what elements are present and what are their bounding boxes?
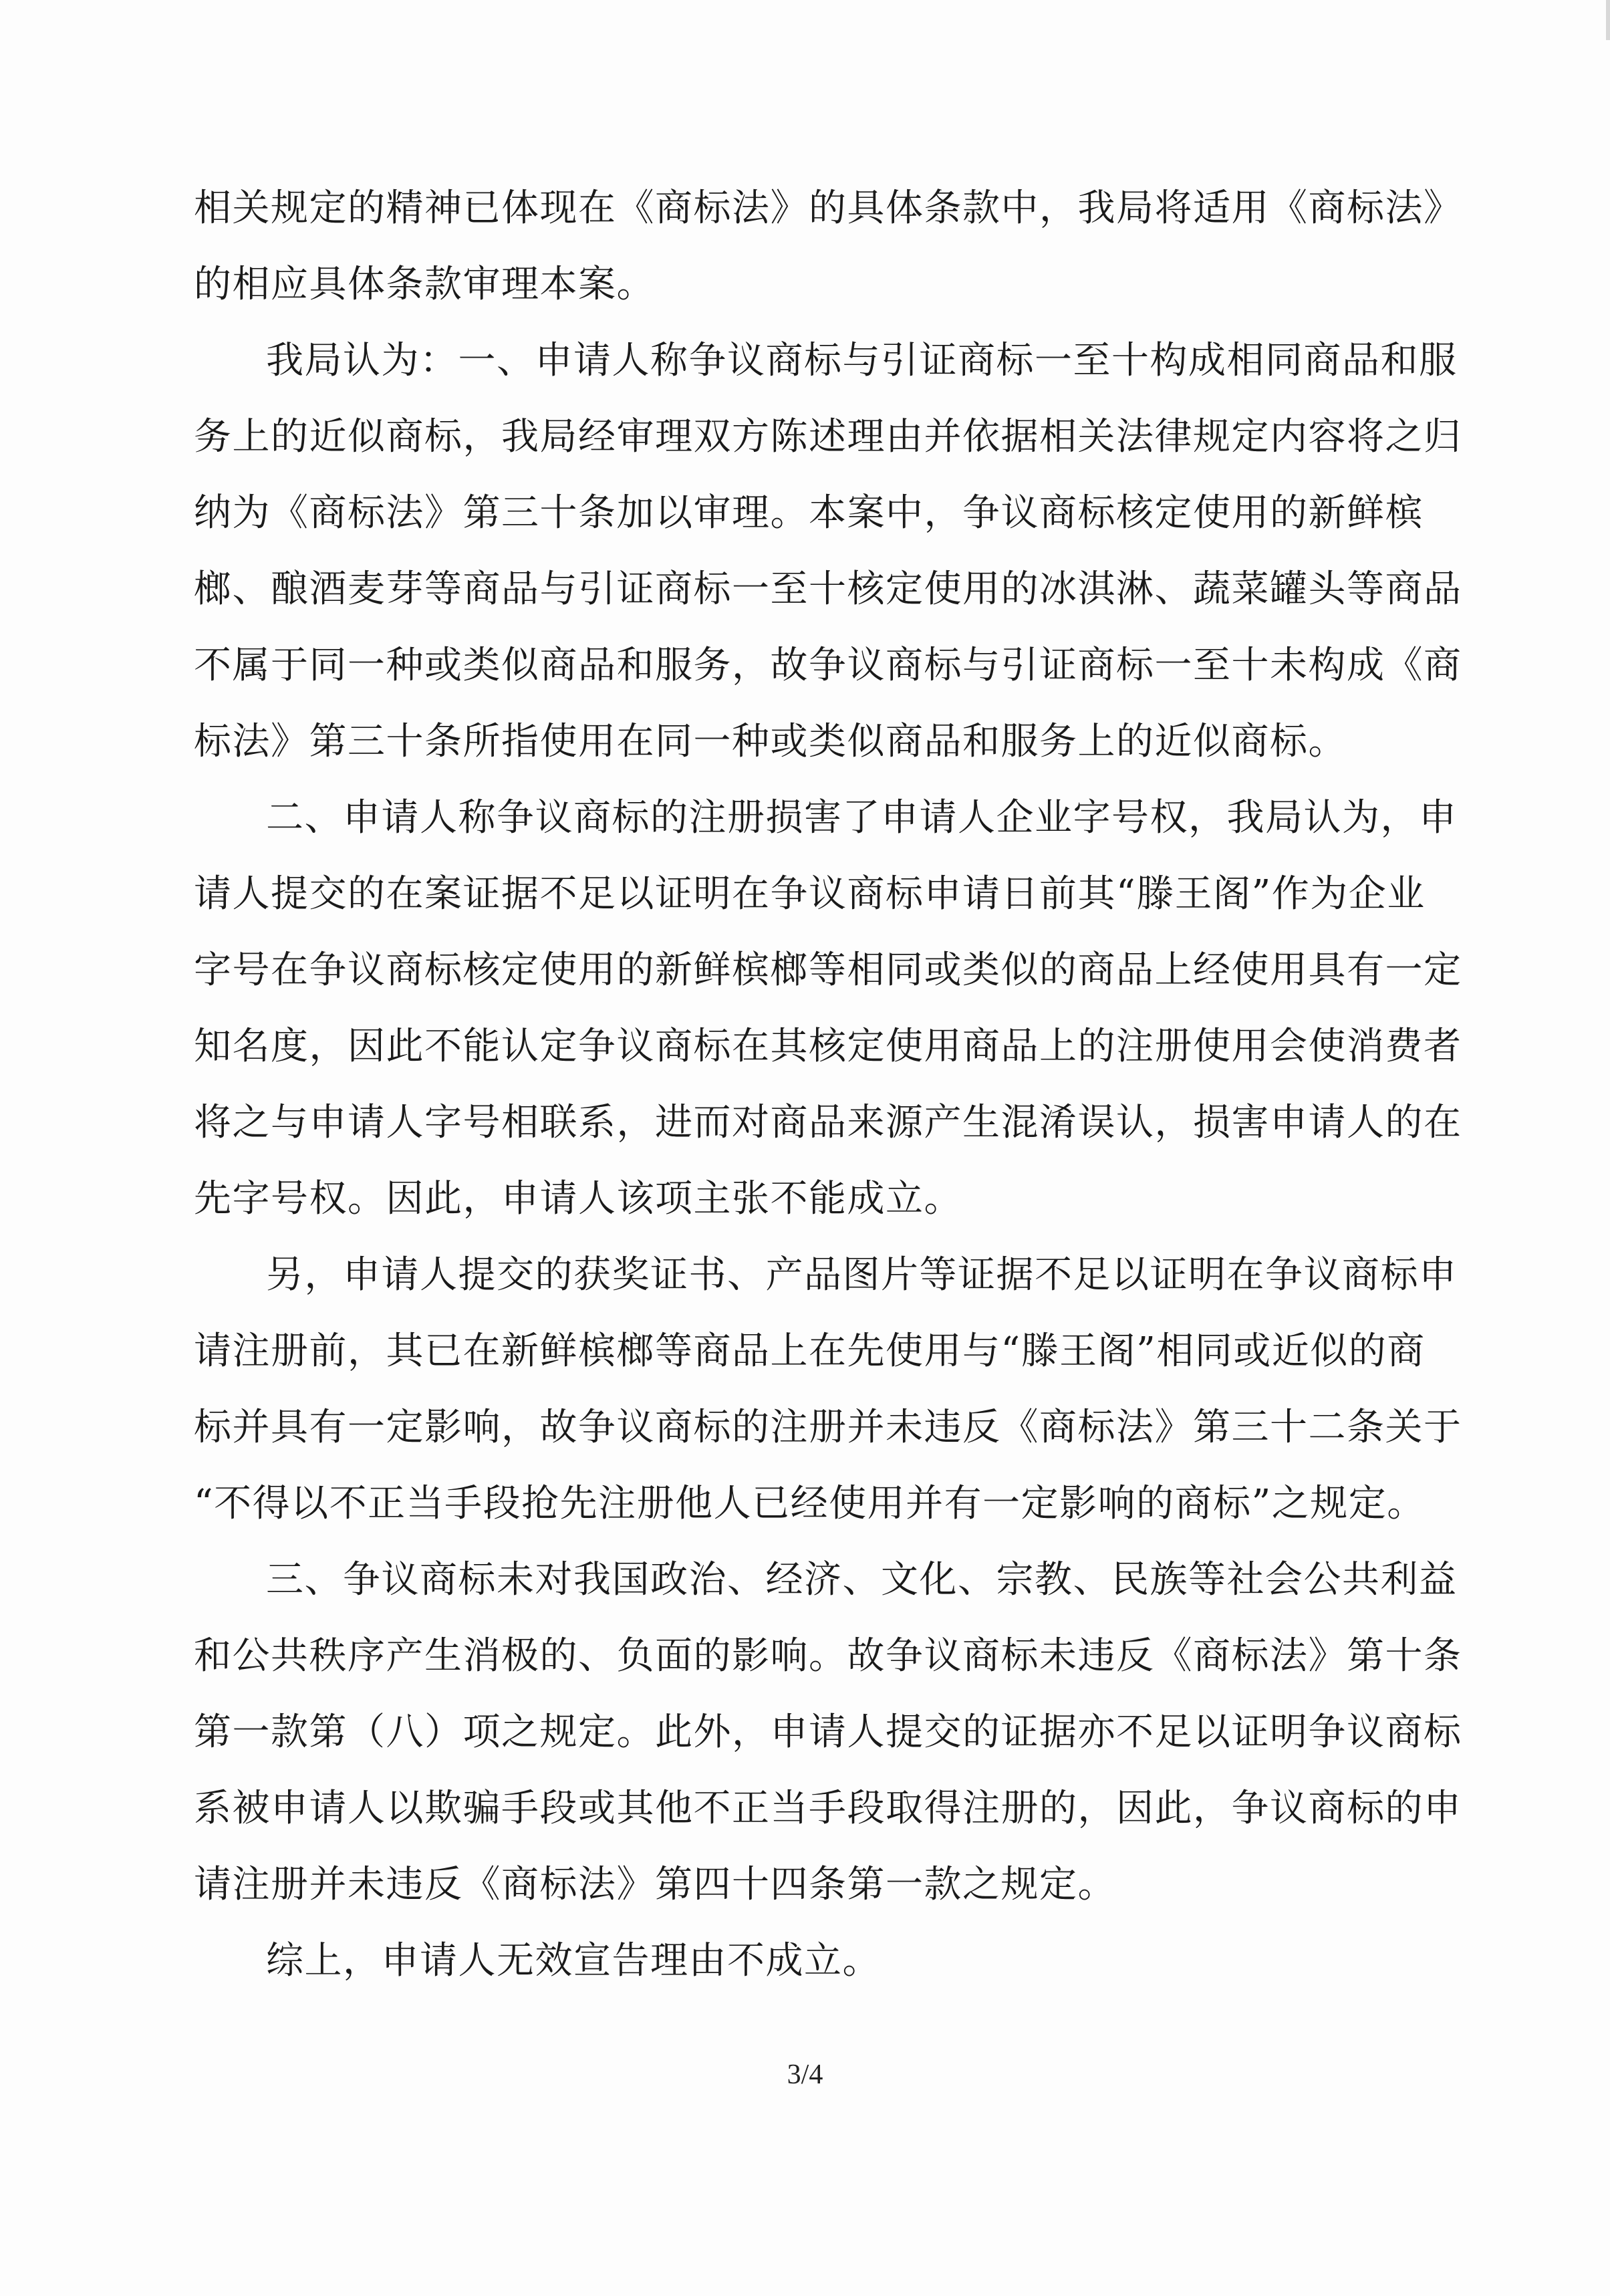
page-number: 3/4 — [787, 2059, 823, 2090]
text-line: 请注册并未违反《商标法》第四十四条第一款之规定。 — [194, 1863, 1116, 1906]
text-line: 知名度，因此不能认定争议商标在其核定使用商品上的注册使用会使消费者 — [194, 1025, 1462, 1068]
text-line: 的相应具体条款审理本案。 — [194, 263, 655, 306]
text-line: 和公共秩序产生消极的、负面的影响。故争议商标未违反《商标法》第十条 — [194, 1634, 1462, 1678]
text-line: 将之与申请人字号相联系，进而对商品来源产生混淆误认，损害申请人的在 — [194, 1101, 1462, 1144]
document-body — [194, 170, 1494, 1999]
text-line: 标法》第三十条所指使用在同一种或类似商品和服务上的近似商标。 — [194, 720, 1347, 763]
text-line: 先字号权。因此，申请人该项主张不能成立。 — [194, 1177, 962, 1221]
text-line: 请人提交的在案证据不足以证明在争议商标申请日前其“滕王阁”作为企业 — [194, 872, 1426, 916]
text-line: 纳为《商标法》第三十条加以审理。本案中，争议商标核定使用的新鲜槟 — [194, 491, 1424, 535]
text-line: 系被申请人以欺骗手段或其他不正当手段取得注册的，因此，争议商标的申 — [194, 1787, 1462, 1830]
text-line: 第一款第（八）项之规定。此外，申请人提交的证据亦不足以证明争议商标 — [194, 1710, 1462, 1754]
text-line: 字号在争议商标核定使用的新鲜槟榔等相同或类似的商品上经使用具有一定 — [194, 948, 1462, 992]
paragraph-start-line: 二、申请人称争议商标的注册损害了申请人企业字号权，我局认为，申 — [266, 796, 1458, 840]
text-line: “不得以不正当手段抢先注册他人已经使用并有一定影响的商标”之规定。 — [194, 1482, 1426, 1525]
paragraph-start-line: 综上，申请人无效宣告理由不成立。 — [266, 1939, 881, 1983]
paragraph-start-line: 另，申请人提交的获奖证书、产品图片等证据不足以证明在争议商标申 — [266, 1253, 1458, 1297]
text-line: 务上的近似商标，我局经审理双方陈述理由并依据相关法律规定内容将之归 — [194, 415, 1462, 459]
paragraph-start-line: 三、争议商标未对我国政治、经济、文化、宗教、民族等社会公共利益 — [266, 1558, 1458, 1602]
text-line: 请注册前，其已在新鲜槟榔等商品上在先使用与“滕王阁”相同或近似的商 — [194, 1329, 1426, 1373]
paragraph-start-line: 我局认为：一、申请人称争议商标与引证商标一至十构成相同商品和服 — [266, 339, 1458, 382]
text-line: 榔、酿酒麦芽等商品与引证商标一至十核定使用的冰淇淋、蔬菜罐头等商品 — [194, 567, 1462, 611]
text-line: 标并具有一定影响，故争议商标的注册并未违反《商标法》第三十二条关于 — [194, 1406, 1462, 1449]
text-line: 不属于同一种或类似商品和服务，故争议商标与引证商标一至十未构成《商 — [194, 644, 1462, 687]
text-line: 相关规定的精神已体现在《商标法》的具体条款中，我局将适用《商标法》 — [194, 186, 1462, 230]
scan-edge-mark — [1606, 0, 1610, 40]
